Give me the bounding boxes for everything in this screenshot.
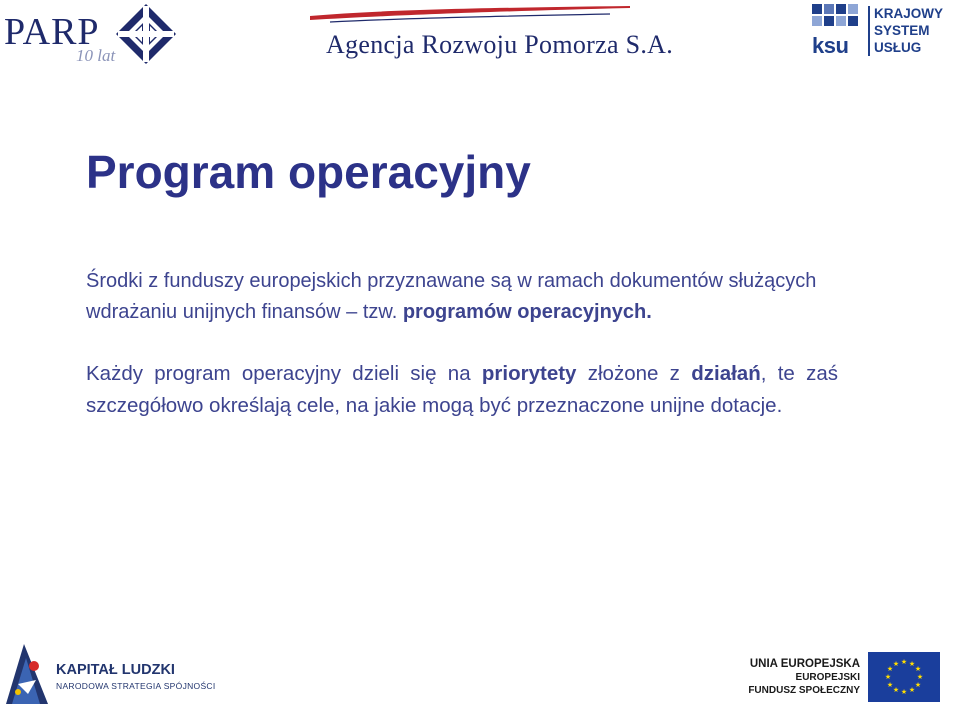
svg-text:★: ★ (916, 673, 924, 681)
svg-text:★: ★ (914, 665, 922, 673)
svg-text:★: ★ (914, 681, 922, 689)
header (0, 0, 960, 70)
svg-text:★: ★ (892, 660, 900, 668)
paragraph-2-bold-dzialan: działań (691, 362, 761, 385)
paragraph-1-bold: programów operacyjnych. (402, 301, 652, 323)
kapital-ludzki-name: KAPITAŁ LUDZKI (56, 662, 175, 678)
parp-logo-text: PARP (4, 11, 100, 53)
ksu-name (874, 5, 943, 56)
arp-logo (300, 2, 674, 66)
paragraph-2-text-3: , te zaś szczegółowo określają cele, na jakie mogą być przeznaczone unijne dotacje. (86, 362, 839, 417)
paragraph-1 (86, 266, 846, 328)
ksu-grid-icon (812, 4, 860, 34)
svg-text:★: ★ (908, 660, 916, 668)
svg-text:★: ★ (886, 681, 894, 689)
svg-text:★: ★ (908, 686, 916, 694)
svg-text:★: ★ (900, 658, 908, 666)
ksu-name-line3: USŁUG (874, 40, 922, 55)
svg-text:★: ★ (886, 665, 894, 673)
paragraph-2 (86, 358, 838, 422)
eu-flag-icon (868, 652, 940, 702)
svg-text:★: ★ (892, 686, 900, 694)
parp-diamond-icon (116, 4, 176, 64)
svg-text:★: ★ (884, 673, 892, 681)
ksu-logo (812, 4, 952, 60)
paragraph-1-text: Środki z funduszy europejskich przyznawane są w ramach dokumentów służących wdrażaniu unijnych finansów – tzw. (86, 270, 817, 323)
ksu-abbr: ksu (812, 33, 849, 58)
ksu-name-line1: KRAJOWY (874, 6, 944, 21)
footer (0, 640, 960, 718)
paragraph-2-text-1: Każdy program operacyjny dzieli się na (86, 362, 482, 385)
paragraph-2-text-2: złożone z (576, 362, 692, 385)
paragraph-2-bold-priorytety: priorytety (481, 362, 577, 385)
kapital-ludzki-icon (6, 644, 48, 704)
eu-text-line3: FUNDUSZ SPOŁECZNY (748, 685, 860, 696)
parp-logo-subtext: 10 lat (76, 46, 116, 65)
arp-swoosh-icon (310, 2, 630, 26)
eu-text-line2: EUROPEJSKI (795, 672, 860, 683)
ksu-name-line2: SYSTEM (874, 23, 930, 38)
eu-text-line1: UNIA EUROPEJSKA (749, 658, 860, 670)
ksu-separator (868, 6, 870, 56)
parp-logo (4, 4, 184, 66)
svg-text:★: ★ (900, 688, 908, 696)
arp-logo-text: Agencja Rozwoju Pomorza S.A. (326, 30, 674, 59)
kapital-ludzki-subtitle: NARODOWA STRATEGIA SPÓJNOŚCI (56, 681, 216, 691)
eu-text (720, 658, 860, 697)
slide-title: Program operacyjny (86, 146, 531, 198)
